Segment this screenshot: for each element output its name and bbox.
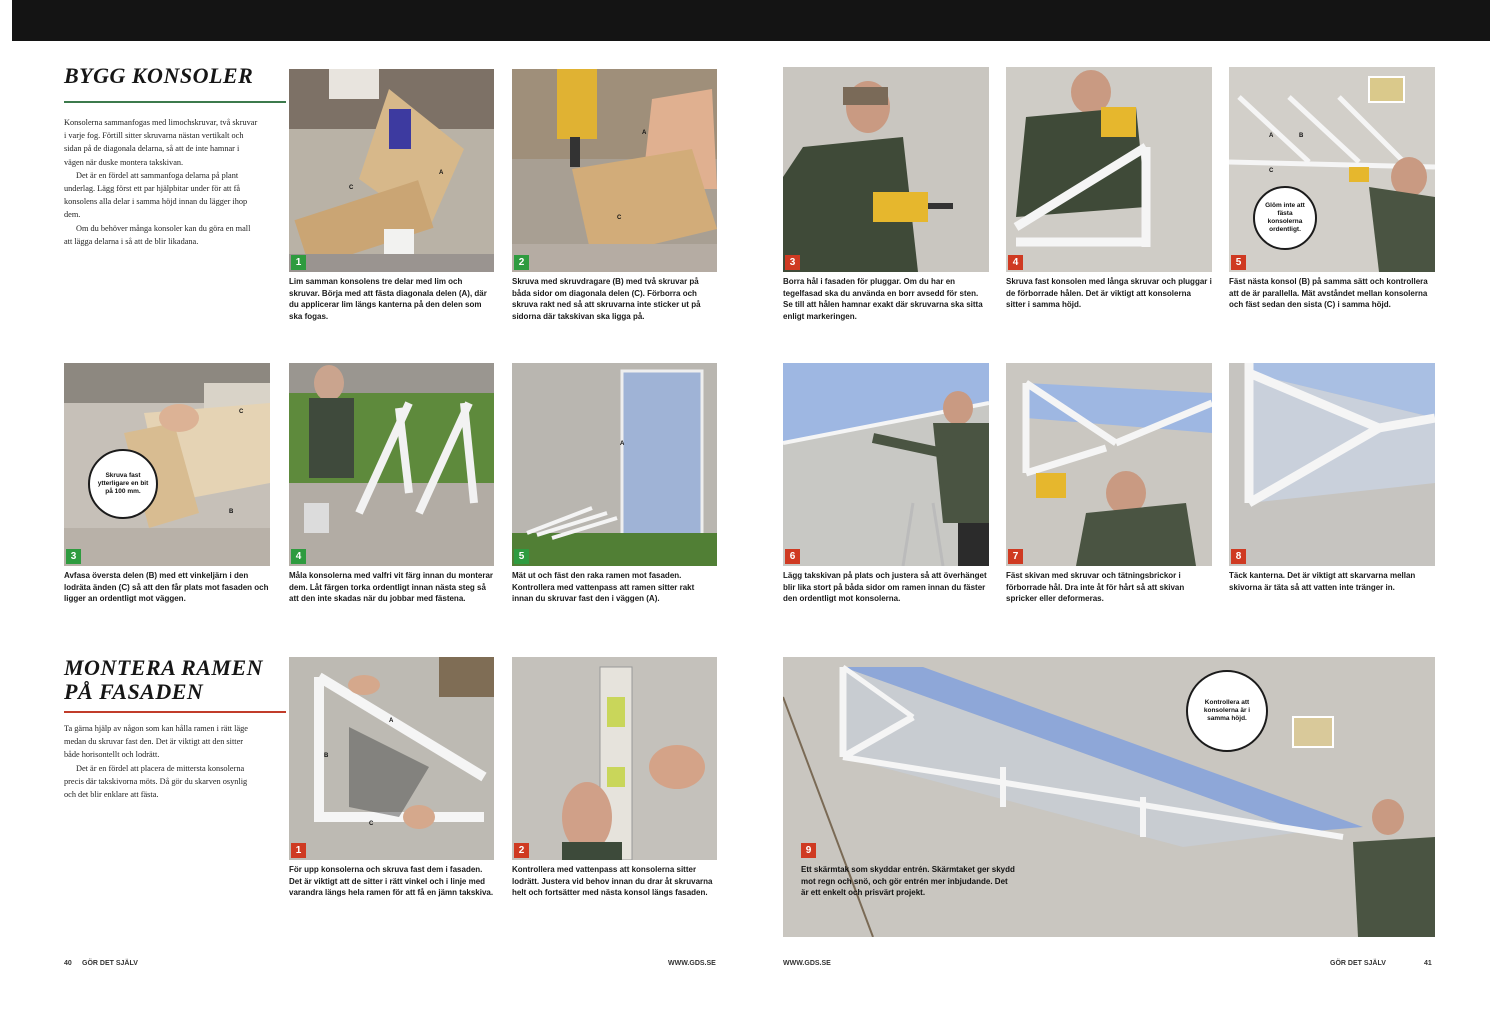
section-title-build-consoles: BYGG KONSOLER <box>64 63 254 88</box>
step-photo-man-mount <box>1006 67 1212 272</box>
step-caption: Täck kanterna. Det är viktigt att skarvarna mellan skivorna är täta så att vatten inte tränger in. <box>1229 571 1416 592</box>
step-caption: Avfasa översta delen (B) med ett vinkeljärn i den lodräta änden (C) så att den får plats mot fasaden och ligger an ordentligt mot väggen. <box>64 571 269 603</box>
magazine-name-right: GÖR DET SJÄLV <box>1330 960 1386 967</box>
step-caption: Skruva med skruvdragare (B) med två skruvar på båda sidor om diagonala delen (C). Förborra och skruva rakt ned så att skruvarna inte sticker ut på sidorna där takskivan ska ligga på. <box>512 277 701 321</box>
intro-paragraph: Det är en fördel att placera de mittersta konsolerna precis där takskivorna möts. Då gör du skarven osynlig och det blir enklare att fästa. <box>64 763 248 800</box>
step-number-badge: 3 <box>785 255 800 270</box>
step-photo-spirit-level <box>512 657 717 860</box>
tip-bubble: Skruva fast ytterligare en bit på 100 mm. <box>88 449 158 519</box>
svg-text:C: C <box>239 409 244 415</box>
svg-text:B: B <box>229 509 234 515</box>
step-caption: Lim samman konsolens tre delar med lim och skruvar. Börja med att fästa diagonala delen (A), där du applicerar lim längs kanterna på den delen som ska fogas. <box>289 277 487 321</box>
step-caption: Fäst skivan med skruvar och tätningsbrickor i förborrade hål. Dra inte åt för hårt så att skivan spricker eller deformeras. <box>1006 571 1185 603</box>
page-number-right: 41 <box>1424 960 1432 967</box>
step-caption: Skruva fast konsolen med långa skruvar och pluggar i de förborrade hålen. Det är viktigt att konsolerna sitter i samma höjd. <box>1006 277 1212 309</box>
website-left: WWW.GDS.SE <box>668 960 716 967</box>
step-caption: Måla konsolerna med valfri vit färg innan du monterar dem. Låt färgen torka ordentligt innan nästa steg så att den inte skadas när du jobbar med fästena. <box>289 571 494 603</box>
step-caption: Ett skärmtak som skyddar entrén. Skärmtaket ger skydd mot regn och snö, och gör entrén mer inbjudande. Det är ett enkelt och prisvärt projekt. <box>801 865 1015 897</box>
intro-paragraph: Det är en fördel att sammanfoga delarna på plant underlag. Lägg först ett par hjälpbitar under för att få konsolens alla delar i samma höjd innan du lägger ihop dem. <box>64 170 248 220</box>
step-caption: Fäst nästa konsol (B) på samma sätt och kontrollera att de är parallella. Mät avståndet mellan konsolerna och fäst sedan den sista (C) i samma höjd. <box>1229 277 1428 309</box>
step-caption: Mät ut och fäst den raka ramen mot fasaden. Kontrollera med vattenpass att ramen sitter rakt innan du skruvar fast den i väggen (A). <box>512 571 695 603</box>
svg-text:B: B <box>324 753 329 759</box>
step-photo-detail-corner <box>1229 363 1435 566</box>
svg-text:C: C <box>369 821 374 827</box>
intro-paragraph: Om du behöver många konsoler kan du göra en mall att lägga delarna i så att de blir likadana. <box>64 223 251 246</box>
step-photo-three-consoles <box>1229 67 1435 272</box>
svg-text:C: C <box>349 185 354 191</box>
tip-bubble: Glöm inte att fästa konsolerna ordentligt. <box>1253 186 1317 250</box>
svg-text:A: A <box>439 170 444 176</box>
step-caption: För upp konsolerna och skruva fast dem i fasaden. Det är viktigt att de sitter i rätt vinkel och i linje med varandra längs hela ramen för att få en jämn takskiva. <box>289 865 494 897</box>
tip-bubble: Kontrollera att konsolerna är i samma höjd. <box>1186 670 1268 752</box>
svg-text:A: A <box>389 718 394 724</box>
step-photo-frames-grass <box>289 363 494 566</box>
step-number-badge: 1 <box>291 255 306 270</box>
step-caption: Kontrollera med vattenpass att konsolerna sitter lodrätt. Justera vid behov innan du drar åt skruvarna helt och fortsätter med nästa konsol längs fasaden. <box>512 865 713 897</box>
section-rule-green <box>64 101 286 103</box>
step-photo-man-drill <box>783 67 989 272</box>
step-number-badge: 3 <box>66 549 81 564</box>
svg-text:C: C <box>617 215 622 221</box>
step-photo-joint-clamp <box>289 69 494 272</box>
svg-text:A: A <box>620 441 625 447</box>
page-number-left: 40 <box>64 960 72 967</box>
svg-text:A: A <box>1269 133 1274 139</box>
section-rule-red <box>64 711 286 713</box>
intro-paragraph: Konsolerna sammanfogas med limochskruvar, två skruvar i varje fog. Förtill sitter skruvarna nästan vertikalt och sidan på de diagonala delarna, så att de inte hamnar i vägen när duske montera takskivan. <box>64 118 258 167</box>
magazine-name-left: GÖR DET SJÄLV <box>82 960 138 967</box>
step-number-badge: 9 <box>801 843 816 858</box>
step-number-badge: 4 <box>291 549 306 564</box>
step-number-badge: 7 <box>1008 549 1023 564</box>
step-number-badge: 5 <box>1231 255 1246 270</box>
svg-text:B: B <box>1299 133 1304 139</box>
step-photo-frame-wall <box>512 363 717 566</box>
top-banner <box>12 0 1490 41</box>
svg-text:A: A <box>642 130 647 136</box>
step-number-badge: 8 <box>1231 549 1246 564</box>
step-caption: Borra hål i fasaden för pluggar. Om du har en tegelfasad ska du använda en borr avsedd för sten. Se till att hålen hamnar exakt där skruvarna ska sitta enligt markeringen. <box>783 277 983 321</box>
step-caption: Lägg takskivan på plats och justera så att överhänget blir lika stort på båda sidor om ramen innan du fäster den ordentligt mot konsolerna. <box>783 571 987 603</box>
intro-text-section1 <box>64 116 260 248</box>
svg-text:C: C <box>1269 168 1274 174</box>
step-number-badge: 1 <box>291 843 306 858</box>
step-number-badge: 6 <box>785 549 800 564</box>
step-photo-triangle-wall <box>289 657 494 860</box>
intro-text-section2 <box>64 722 260 801</box>
step-photo-joint-drill <box>512 69 717 272</box>
step-photo-roof-sheet <box>783 363 989 566</box>
step-number-badge: 4 <box>1008 255 1023 270</box>
step-number-badge: 2 <box>514 843 529 858</box>
step-photo-man-roof <box>1006 363 1212 566</box>
step-number-badge: 2 <box>514 255 529 270</box>
section-title-mount-frame: MONTERA RAMEN PÅ FASADEN <box>64 655 264 704</box>
step-number-badge: 5 <box>514 549 529 564</box>
website-right: WWW.GDS.SE <box>783 960 831 967</box>
intro-paragraph: Ta gärna hjälp av någon som kan hålla ramen i rätt läge medan du skruvar fast den. Det är viktigt att den sitter både horisontellt och lodrätt. <box>64 724 248 760</box>
